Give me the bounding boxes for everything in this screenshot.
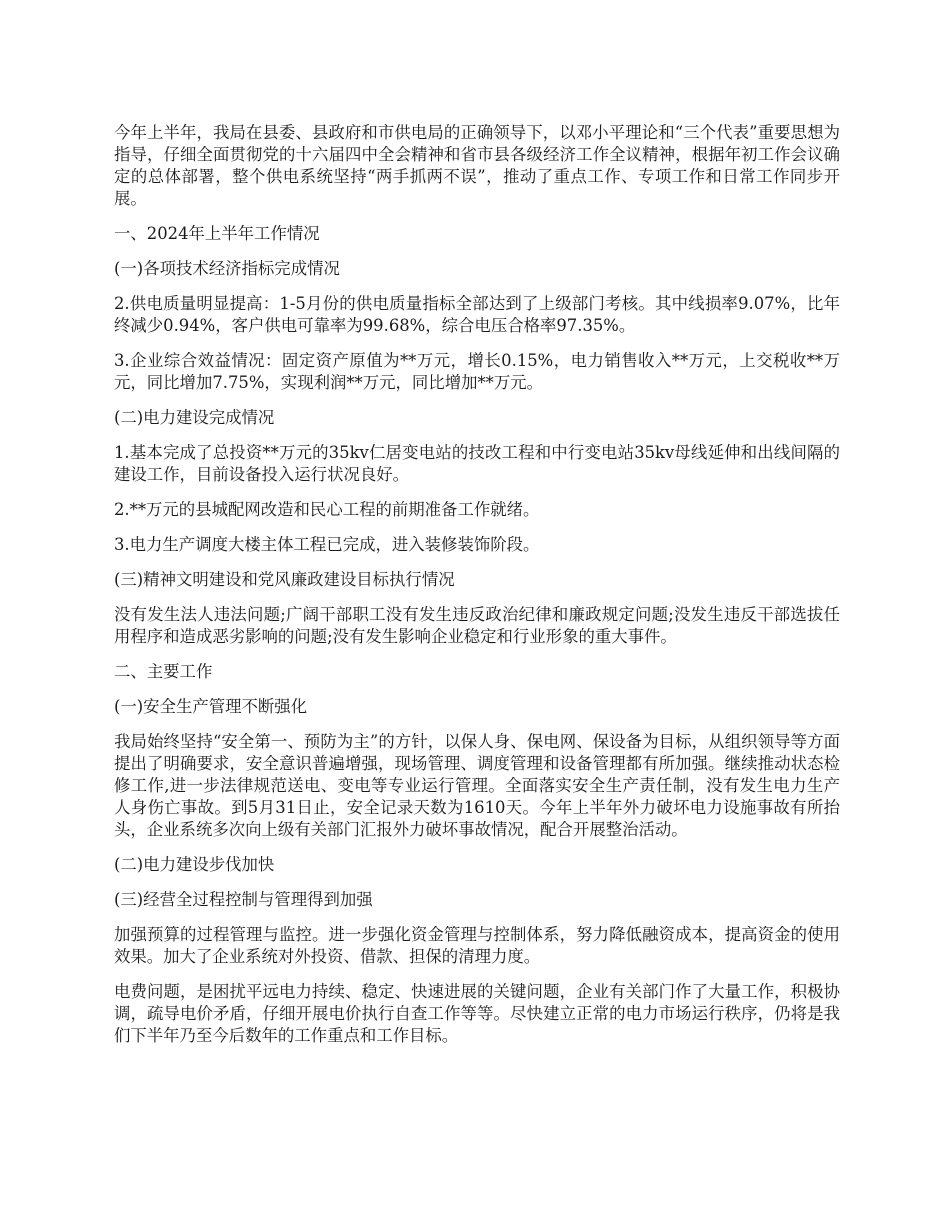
benefit-paragraph: 3.企业综合效益情况：固定资产原值为**万元，增长0.15%，电力销售收入**万元，上交税收**万元，同比增加7.75%，实现利润**万元，同比增加**万元。 <box>114 351 840 392</box>
quality-paragraph: 2.供电质量明显提高：1-5月份的供电质量指标全部达到了上级部门考核。其中线损率9.07%，比年终减少0.94%，客户供电可靠率为99.68%，综合电压合格率97.35%。 <box>114 294 840 335</box>
safety-paragraph: 我局始终坚持“安全第一、预防为主”的方针，以保人身、保电网、保设备为目标，从组织领导等方面提出了明确要求，安全意识普遍增强，现场管理、调度管理和设备管理都有所加强。继续推动状态检修工作,进一步法律规范送电、变电等专业运行管理。全面落实安全生产责任制，没有发生电力生产人身伤亡事故。到5月31日止，安全记录天数为1610天。今年上半年外力破坏电力设施事故有所抬头，企业系统多次向上级有关部门汇报外力破坏事故情况，配合开展整治活动。 <box>114 732 840 839</box>
section-1-heading: 一、2024年上半年工作情况 <box>114 224 320 243</box>
integrity-paragraph: 没有发生法人违法问题;广阔干部职工没有发生违反政治纪律和廉政规定问题;没发生违反干部选拔任用程序和造成恶劣影响的问题;没有发生影响企业稳定和行业形象的重大事件。 <box>114 605 840 646</box>
section-1-subheading-3: (三)精神文明建设和党风廉政建设目标执行情况 <box>114 570 455 589</box>
tariff-paragraph: 电费问题，是困扰平远电力持续、稳定、快速进展的关键问题，企业有关部门作了大量工作，积极协调，疏导电价矛盾，仔细开展电价执行自查工作等等。尽快建立正常的电力市场运行秩序，仍将是我们下半年乃至今后数年的工作重点和工作目标。 <box>114 982 840 1045</box>
section-2-subheading-2: (二)电力建设步伐加快 <box>114 855 275 874</box>
section-2-heading: 二、主要工作 <box>114 662 213 681</box>
section-2-subheading-3: (三)经营全过程控制与管理得到加强 <box>114 890 373 909</box>
section-1-subheading-1: (一)各项技术经济指标完成情况 <box>114 259 340 278</box>
budget-paragraph: 加强预算的过程管理与监控。进一步强化资金管理与控制体系，努力降低融资成本，提高资金的使用效果。加大了企业系统对外投资、借款、担保的清理力度。 <box>114 925 840 966</box>
construction-item-1: 1.基本完成了总投资**万元的35kv仁居变电站的技改工程和中行变电站35kv母线延伸和出线间隔的建设工作，目前设备投入运行状况良好。 <box>114 443 840 484</box>
section-1-subheading-2: (二)电力建设完成情况 <box>114 408 275 427</box>
document-page <box>114 122 840 1060</box>
construction-item-3: 3.电力生产调度大楼主体工程已完成，进入装修装饰阶段。 <box>114 535 540 554</box>
intro-paragraph: 今年上半年，我局在县委、县政府和市供电局的正确领导下，以邓小平理论和“三个代表”重要思想为指导，仔细全面贯彻党的十六届四中全会精神和省市县各级经济工作全议精神，根据年初工作会议确定的总体部署，整个供电系统坚持“两手抓两不误”，推动了重点工作、专项工作和日常工作同步开展。 <box>114 123 840 208</box>
section-2-subheading-1: (一)安全生产管理不断强化 <box>114 697 308 716</box>
construction-item-2: 2.**万元的县城配网改造和民心工程的前期准备工作就绪。 <box>114 500 540 519</box>
